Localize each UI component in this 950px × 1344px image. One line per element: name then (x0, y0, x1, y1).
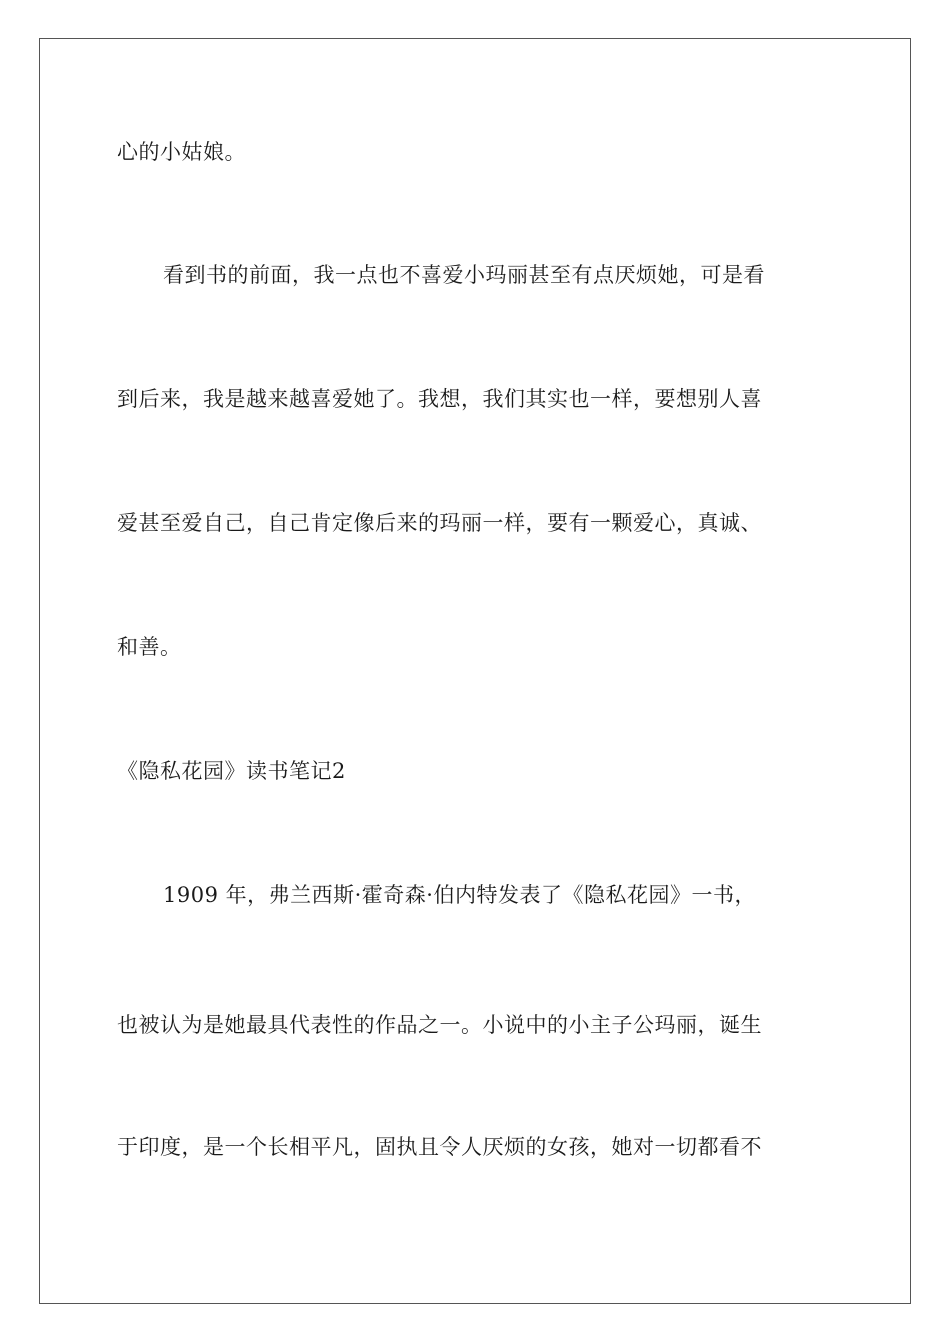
section-heading: 《隐私花园》读书笔记2 (117, 759, 346, 783)
paragraph-line: 也被认为是她最具代表性的作品之一。小说中的小主子公玛丽，诞生 (117, 1013, 762, 1037)
paragraph-line: 1909 年，弗兰西斯·霍奇森·伯内特发表了《隐私花园》一书， (163, 883, 756, 907)
paragraph-line: 到后来，我是越来越喜爱她了。我想，我们其实也一样，要想别人喜 (117, 387, 762, 411)
paragraph-line: 看到书的前面，我一点也不喜爱小玛丽甚至有点厌烦她，可是看 (163, 263, 765, 287)
paragraph-line: 爱甚至爱自己，自己肯定像后来的玛丽一样，要有一颗爱心，真诚、 (117, 511, 762, 535)
paragraph-line: 和善。 (117, 635, 182, 659)
paragraph-line: 于印度，是一个长相平凡，固执且令人厌烦的女孩，她对一切都看不 (117, 1135, 762, 1159)
page-border (39, 38, 911, 1304)
paragraph-line: 心的小姑娘。 (117, 140, 246, 164)
